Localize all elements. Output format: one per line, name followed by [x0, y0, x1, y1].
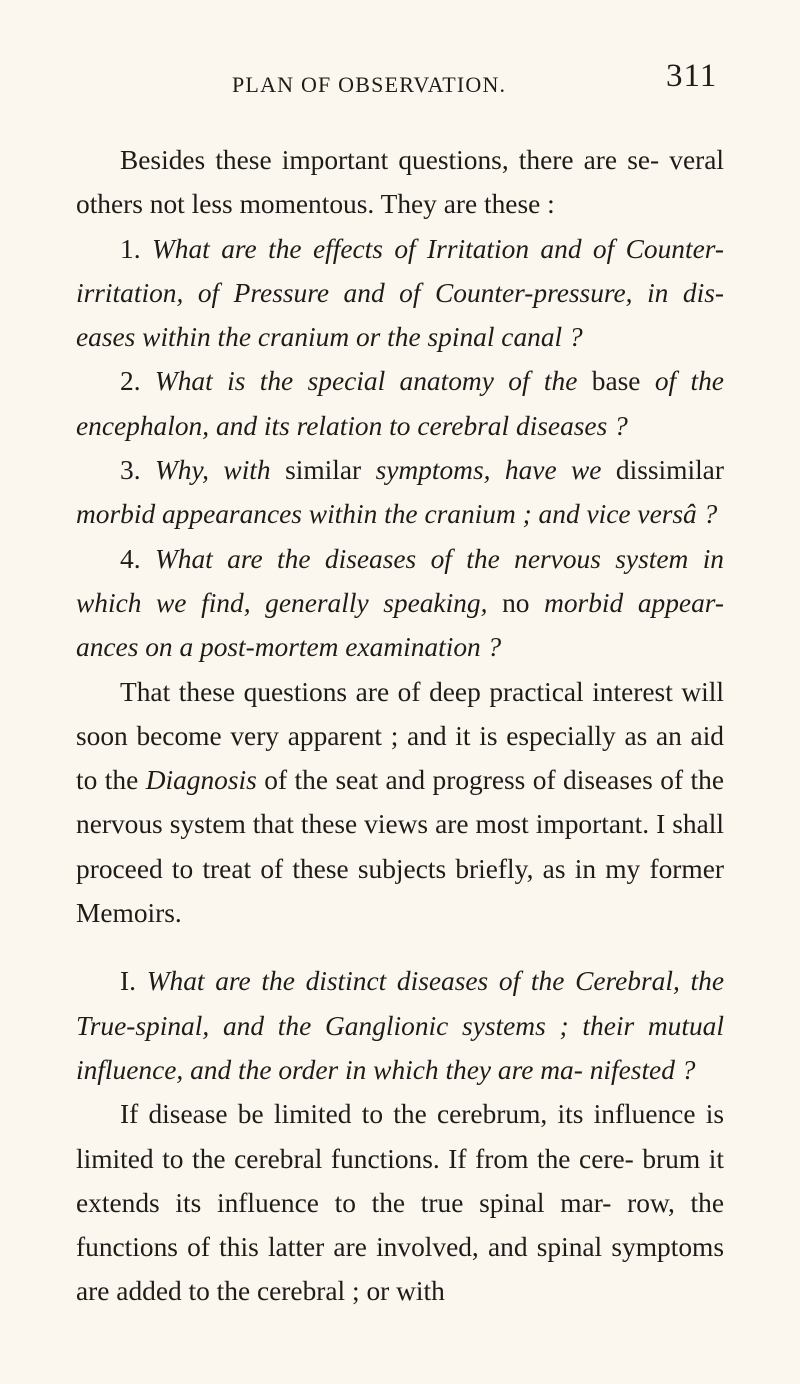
roman-word: similar [285, 455, 362, 486]
paragraph-text: That these questions are of deep practical interest will soon become very apparent ; and it is especially as an aid to the [76, 676, 724, 796]
section-number: I. [120, 966, 136, 997]
question-text: What is the special anatomy of the [154, 366, 578, 397]
question-number: 1. [120, 233, 141, 264]
question-text: What are the effects of Irritation and of Counter- irritation, of Pressure and of Counter-pressure, in dis- eases within the cranium or the spinal canal ? [76, 233, 724, 353]
question-text: of the encephalon, and its relation to cerebral diseases ? [76, 366, 724, 441]
body-text [76, 138, 724, 1314]
section-question: What are the distinct diseases of the Cerebral, the True-spinal, and the Ganglionic systems ; their mutual influence, and the order in which they are ma- nifested ? [76, 966, 724, 1085]
page-number: 311 [666, 58, 718, 94]
section-heading-1 [76, 959, 724, 1092]
paragraph-text: of the seat and progress of diseases of the nervous system that these views are most important. I shall proceed to treat of these subjects briefly, as in my former Memoirs. [76, 765, 724, 929]
question-number: 3. [120, 455, 141, 486]
paragraph-intro: Besides these important questions, there are se- veral others not less momentous. They are these : [76, 145, 724, 220]
question-3 [76, 448, 724, 537]
question-number: 4. [120, 543, 141, 574]
question-2 [76, 359, 724, 448]
paragraph-cerebrum: If disease be limited to the cerebrum, its influence is limited to the cerebral functions. If from the cere- brum it extends its influence to the true spinal mar- row, the functions of this latter are involved, and spinal symptoms are added to the cerebral ; or with [76, 1099, 724, 1307]
question-text: morbid appear- ances on a post-mortem examination ? [76, 587, 725, 663]
question-4 [76, 537, 724, 670]
roman-word: no [502, 587, 530, 618]
roman-word: dissimilar [615, 455, 724, 486]
question-text: What are the diseases of the nervous system in which we find, generally speaking, [76, 543, 724, 618]
roman-word: base [591, 366, 641, 397]
question-text: Why, with [154, 455, 271, 486]
question-1 [76, 227, 724, 360]
question-text: symptoms, have we [375, 455, 602, 486]
paragraph-practical-interest [76, 670, 724, 936]
question-text: morbid appearances within the cranium ; and vice versâ ? [76, 499, 718, 530]
running-title: PLAN OF OBSERVATION. [232, 72, 507, 97]
question-number: 2. [120, 366, 141, 397]
italic-term: Diagnosis [145, 765, 257, 796]
